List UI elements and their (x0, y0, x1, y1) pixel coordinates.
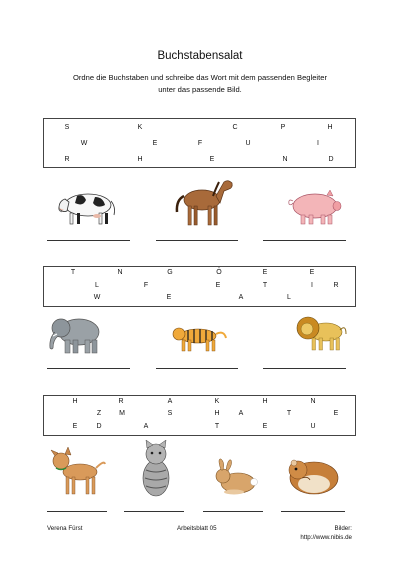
letter: S (64, 124, 70, 131)
letter: N (310, 398, 316, 405)
letter: I (317, 140, 319, 147)
letter: E (152, 140, 158, 147)
letter: C (232, 124, 238, 131)
letter: H (327, 124, 333, 131)
cow-image (55, 185, 120, 227)
letter: A (238, 294, 244, 301)
letter: F (197, 140, 203, 147)
footer-sheet-number: Arbeitsblatt 05 (177, 525, 217, 532)
letter: D (96, 423, 102, 430)
footer-credit (300, 524, 352, 542)
letter: N (282, 156, 288, 163)
answer-line[interactable] (263, 240, 346, 241)
footer-credit-label: Bilder: (334, 525, 352, 532)
lion-image (292, 312, 348, 354)
letter: T (262, 282, 268, 289)
footer-author: Verena Fürst (47, 525, 83, 532)
elephant-image (45, 312, 105, 356)
letter: E (262, 423, 268, 430)
letter: E (262, 269, 268, 276)
letter: K (137, 124, 143, 131)
dog-image (46, 446, 108, 498)
tiger-image (168, 322, 228, 354)
letter: E (215, 282, 221, 289)
answer-line[interactable] (263, 368, 346, 369)
letter: L (95, 282, 99, 289)
letter: H (214, 410, 220, 417)
answer-line[interactable] (203, 511, 263, 512)
rabbit-image (210, 458, 265, 496)
letter: R (118, 398, 124, 405)
letter: H (137, 156, 143, 163)
letter: H (262, 398, 268, 405)
letter: W (80, 140, 88, 147)
instruction-line-1: Ordne die Buchstaben und schreibe das Wort mit dem passenden Begleiter (73, 73, 327, 82)
letter: D (328, 156, 334, 163)
horse-image (172, 174, 237, 230)
answer-line[interactable] (47, 511, 107, 512)
letter: A (143, 423, 149, 430)
letter: M (119, 410, 125, 417)
answer-line[interactable] (156, 368, 238, 369)
answer-line[interactable] (156, 240, 238, 241)
cat-image (138, 440, 174, 500)
letter: T (214, 423, 220, 430)
letter: E (309, 269, 315, 276)
letter: F (143, 282, 149, 289)
letter: R (333, 282, 339, 289)
letter: K (214, 398, 220, 405)
letter: T (286, 410, 292, 417)
letter: R (64, 156, 70, 163)
page-title: Buchstabensalat (157, 50, 243, 62)
letter: Z (96, 410, 102, 417)
footer-credit-url[interactable]: http://www.nibis.de (300, 534, 352, 541)
letter: E (166, 294, 172, 301)
answer-line[interactable] (47, 240, 130, 241)
letter: H (72, 398, 78, 405)
letter: S (167, 410, 173, 417)
instruction-text (40, 72, 360, 96)
hamster-image (284, 454, 342, 498)
letter: I (311, 282, 313, 289)
letter: L (287, 294, 291, 301)
answer-line[interactable] (124, 511, 184, 512)
letter: U (310, 423, 316, 430)
answer-line[interactable] (47, 368, 130, 369)
letter: E (72, 423, 78, 430)
letter: E (333, 410, 339, 417)
letter: N (117, 269, 123, 276)
letter: A (238, 410, 244, 417)
letter: G (167, 269, 173, 276)
letter: A (167, 398, 173, 405)
letter: P (280, 124, 286, 131)
instruction-line-2: unter das passende Bild. (158, 85, 242, 94)
letter: E (209, 156, 215, 163)
letter: U (245, 140, 251, 147)
letter: W (93, 294, 101, 301)
pig-image (285, 188, 345, 228)
letter: Ö (216, 269, 222, 276)
letter: T (70, 269, 76, 276)
answer-line[interactable] (281, 511, 345, 512)
